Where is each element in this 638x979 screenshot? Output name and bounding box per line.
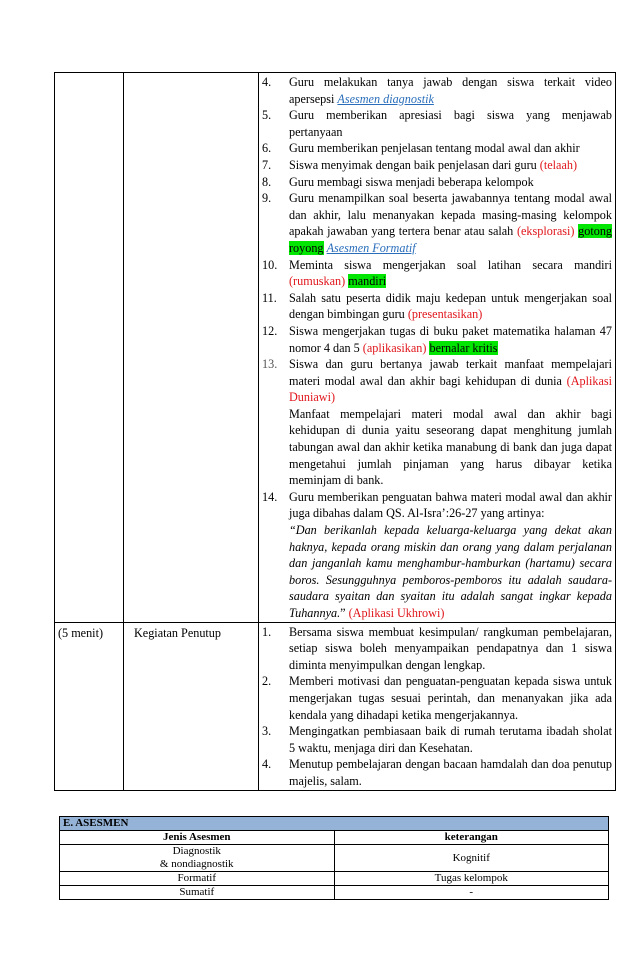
col-keterangan: keterangan [334, 831, 609, 845]
closing-steps-list [262, 624, 612, 790]
highlight-tag: gotong royong [289, 224, 613, 255]
stage-tag: (presentasikan) [407, 307, 483, 322]
stage-tag: (rumuskan) [289, 274, 346, 289]
list-item [262, 624, 612, 674]
highlight-tag: bernalar kritis [429, 340, 498, 355]
time-cell: (5 menit) [55, 622, 124, 790]
stage-tag: (aplikasikan) [362, 340, 427, 355]
step-number: 3. [262, 724, 272, 739]
step-text: Guru menampilkan soal beserta jawabannya tentang modal awal dan akhir, lalu menanyakan kepada masing-masing kelompok apakah jawaban yang tertera benar atau salah [289, 191, 612, 239]
asesmen-heading-row [60, 817, 609, 831]
list-item [262, 489, 612, 522]
step-text: Guru memberikan penguatan bahwa materi modal awal dan akhir juga dibahas dalam QS. Al-Isra’:26-27 yang artinya: [289, 489, 612, 521]
step-text: Guru membagi siswa menjadi beberapa kelompok [289, 174, 534, 189]
list-item [262, 673, 612, 723]
keterangan-cell: Tugas kelompok [334, 872, 609, 886]
asesmen-table [59, 816, 609, 900]
stage-tag: (telaah) [539, 157, 578, 172]
asesmen-header-row [60, 831, 609, 845]
step-number: 8. [262, 174, 272, 189]
jenis-cell: Formatif [60, 872, 335, 886]
list-item [262, 290, 612, 323]
list-item [262, 190, 612, 256]
list-item [262, 174, 612, 191]
step-number: 2. [262, 674, 272, 689]
quran-quote [262, 522, 612, 622]
list-item [262, 74, 612, 107]
list-item [262, 157, 612, 174]
step-number: 5. [262, 108, 272, 123]
jenis-cell [60, 845, 335, 872]
step-text: Menutup pembelajaran dengan bacaan hamdalah dan doa penutup majelis, salam. [289, 757, 612, 788]
step-text: Guru memberikan apresiasi bagi siswa yang menjawab pertanyaan [289, 108, 612, 139]
col-jenis: Jenis Asesmen [60, 831, 335, 845]
closing-steps-cell [259, 622, 616, 790]
time-cell-empty [55, 73, 124, 623]
keterangan-cell: - [334, 886, 609, 900]
asesmen-link[interactable]: Asesmen diagnostik [337, 91, 434, 106]
list-item [262, 723, 612, 756]
table-row [60, 886, 609, 900]
activity-table [54, 72, 616, 791]
quote-text: “Dan berikanlah kepada keluarga-keluarga yang dekat akan haknya, kepada orang miskin dan orang yang dalam perjalanan dan janganlah kamu menghambur-hamburkan (hartamu) secara boros. Sesungguhnya pemboros-pemboros itu adalah saudara-saudara syaitan dan syaitan itu adalah sangat ingkar kepada Tuhannya. [289, 523, 612, 620]
step-text: Mengingatkan pembiasaan baik di rumah terutama ibadah sholat 5 waktu, menjaga diri dan Kesehatan. [289, 724, 612, 755]
stage-tag: (eksplorasi) [516, 224, 575, 239]
step-number: 13. [262, 357, 278, 372]
step-text: Memberi motivasi dan penguatan-penguatan kepada siswa untuk mengerjakan tugas sesuai perintah, dan menanyakan jika ada kendala yang dihadapi ketika mengerjakannya. [289, 674, 612, 722]
stage-tag: (Aplikasi Duniawi) [289, 373, 612, 405]
step-number: 10. [262, 257, 278, 272]
jenis-line: & nondiagnostik [159, 858, 234, 870]
step-text: Siswa menyimak dengan baik penjelasan dari guru [289, 157, 540, 172]
step-text: Siswa dan guru bertanya jawab terkait manfaat mempelajari materi modal awal dan akhir bagi kehidupan di dunia [289, 357, 612, 388]
step-number: 12. [262, 323, 278, 338]
keterangan-cell: Kognitif [334, 845, 609, 872]
step-text: Siswa mengerjakan tugas di buku paket matematika halaman 47 nomor 4 dan 5 [289, 323, 612, 355]
table-row [60, 872, 609, 886]
step-14-list [262, 489, 612, 522]
table-row [55, 622, 616, 790]
step-number: 4. [262, 75, 272, 89]
step-number: 9. [262, 191, 272, 206]
list-item [262, 140, 612, 157]
step-text: Bersama siswa membuat kesimpulan/ rangkuman pembelajaran, setiap siswa boleh menyampaikan pendapatnya dan 1 siswa diminta menyimpulkan dengan lengkap. [289, 624, 612, 672]
step-number: 4. [262, 757, 272, 772]
step-text: Salah satu peserta didik maju kedepan untuk mengerjakan soal dengan bimbingan guru [289, 290, 612, 322]
list-item [262, 756, 612, 789]
highlight-tag: mandiri [348, 274, 387, 289]
jenis-cell: Sumatif [60, 886, 335, 900]
list-item [262, 257, 612, 290]
step-text: Meminta siswa mengerjakan soal latihan secara mandiri [289, 257, 612, 272]
manfaat-paragraph: Manfaat mempelajari materi modal awal dan akhir bagi kehidupan di dunia yaitu seseorang dapat menghitung jumlah tabungan awal dan akhir ketika manabung di bank dan juga dapat mengetahui jumlah pinjaman yang harus dibayar ketika meminjam di bank. [289, 406, 612, 488]
jenis-line: Diagnostik [172, 845, 221, 857]
table-row [55, 73, 616, 623]
continued-steps-list [262, 74, 612, 406]
step-number: 11. [262, 290, 277, 305]
step-number: 14. [262, 489, 278, 504]
steps-cell [259, 73, 616, 623]
step-number: 6. [262, 141, 272, 156]
step-number: 7. [262, 157, 272, 172]
step-number: 1. [262, 624, 272, 639]
quote-tag: (Aplikasi Ukhrowi) [348, 606, 445, 620]
table-row [60, 845, 609, 872]
activity-cell: Kegiatan Penutup [124, 622, 259, 790]
asesmen-link[interactable]: Asesmen Formatif [326, 240, 416, 255]
list-item [262, 323, 612, 356]
asesmen-title: E. ASESMEN [60, 817, 609, 831]
list-item [262, 107, 612, 140]
step-text: Guru melakukan tanya jawab dengan siswa terkait video apersepsi [289, 75, 612, 106]
activity-cell-empty [124, 73, 259, 623]
step-text: Guru memberikan penjelasan tentang modal awal dan akhir [289, 141, 580, 156]
list-item [262, 356, 612, 406]
quote-close: ” [340, 606, 349, 620]
